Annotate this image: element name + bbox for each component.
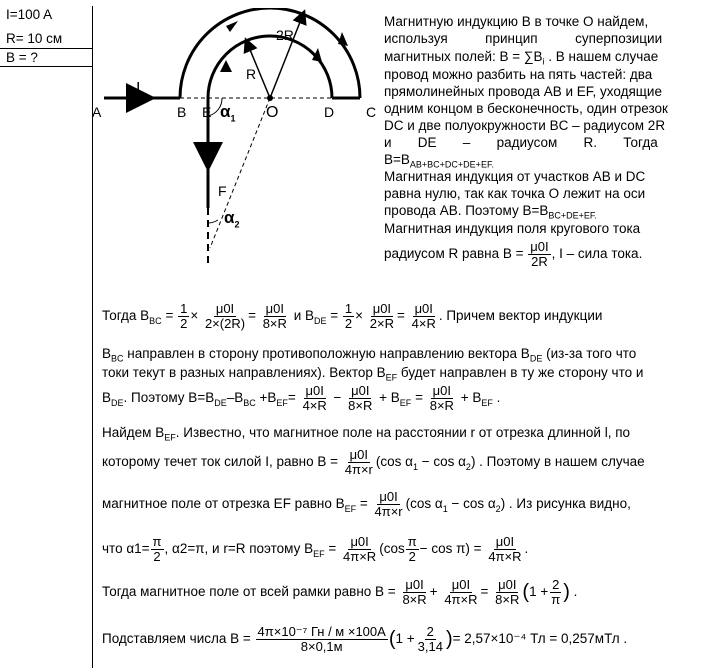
main-line-4: $B_{DE}$. Поэтому $B=B_{DE}-B_{BC} +B_{EF}=$ $\frac{\mu 0I}{4\times R}$ − $\frac{\mu 0I}{8\times R}$ + $B_{EF}$ = $\frac{\mu 0I}{8\times R}$ + $B_{EF}$ .	[102, 383, 501, 413]
label-c: C	[366, 104, 377, 120]
text-right-p2-l3: провода AB. Поэтому $B=B_{BC+DE+EF.}$	[384, 203, 597, 221]
given-current: I=100 A	[6, 7, 53, 22]
label-alpha1: $\alpha_1$	[220, 102, 236, 124]
text-right-l6: одним концом в бесконечность, один отрезок	[384, 101, 668, 116]
given-radius: R= 10 см	[6, 31, 63, 46]
label-i-side: I	[198, 142, 203, 159]
main-line-10: Подставляем числа B = $\frac{\text{4π×10⁻⁷ Гн / м ×100A}}{8\times 0,1м}$ (1 + $\frac{2}{3,14}$ )= 2,57×10⁻⁴ Тл = 0,257мТл .	[102, 624, 628, 654]
text-right-l2: используя принцип суперпозиции	[384, 31, 663, 46]
label-r: R	[246, 66, 257, 82]
divider-given	[0, 48, 92, 49]
text-right-p2-l1: Магнитная индукция от участков AB и DC	[384, 169, 646, 184]
label-alpha2: $\alpha_2$	[224, 208, 240, 230]
text-right-l3: магнитных полей: $B = \sum B_i$ . В нашем случае	[384, 49, 659, 67]
label-i-top: I	[136, 80, 141, 97]
find-b: B = ?	[6, 50, 38, 65]
text-right-p3-l2: радиусом R равна B = $\frac{\mu 0I}{2R}$ , I – сила тока.	[384, 239, 643, 269]
text-right-l9: $B=B_{AB+BC+DC+DE+EF.}$	[384, 152, 494, 170]
label-a: A	[92, 104, 102, 120]
main-line-9: Тогда магнитное поле от всей рамки равно B = $\frac{\mu 0I}{8\times R}$ + $\frac{\mu 0I}{4\pi\times R}$ = $\frac{\mu 0I}{8\times R}$ (1 + $\frac{2}{\pi}$ ) .	[102, 577, 578, 607]
label-f: F	[218, 183, 227, 199]
main-line-6: которому течет ток силой I, равно B = $\frac{\mu 0I}{4\pi\times r}$ (cos $\alpha_1 - \cos \alpha_2$) . Поэтому в нашем случае	[102, 447, 645, 477]
arc-outer-arrow-left	[226, 21, 238, 32]
label-e: E	[202, 104, 212, 120]
main-line-1: Тогда $B_{BC}$ = $\frac{1}{2}$ × $\frac{\mu 0I}{2\times(2R)}$ = $\frac{\mu 0I}{8\times R}$ и $B_{DE}$ = $\frac{1}{2}$ × $\frac{\mu 0I}{2\times R}$ = $\frac{\mu 0I}{4\times R}$ . Причем вектор индукции	[102, 301, 603, 331]
main-line-2: $B_{BC}$ направлен в сторону противоположную направлению вектора $B_{DE}$ (из-за того что	[102, 346, 637, 364]
main-line-7: магнитное поле от отрезка EF равно $B_{EF}$ = $\frac{\mu 0I}{4\pi\times r}$ (cos $\alpha_1 - \cos \alpha_2$) . Из рисунка видно,	[102, 489, 631, 519]
label-d: D	[324, 104, 335, 120]
radius-2r	[270, 12, 304, 98]
text-right-l5: прямолинейных провода AB и EF, уходящие	[384, 84, 662, 99]
outer-semicircle-bc	[180, 8, 360, 98]
text-right-l1: Магнитную индукцию B в точке O найдем,	[384, 14, 649, 29]
main-line-3: токи текут в разных направлениях). Вектор $B_{EF}$ будет направлен в ту же сторону что и	[102, 365, 644, 383]
label-o: O	[266, 104, 279, 121]
label-2r: 2R	[276, 27, 294, 43]
label-b: B	[177, 104, 187, 120]
text-right-l7: DC и две полуокружности BC – радиусом 2R	[384, 118, 666, 133]
main-line-5: Найдем $B_{EF}$. Известно, что магнитное поле на расстоянии r от отрезка длинной l, по	[102, 425, 631, 443]
circuit-figure	[90, 8, 390, 270]
text-right-l8: и DE – радиусом R. Тогда	[384, 135, 658, 150]
arc-inner-arrow-left	[220, 60, 232, 72]
text-right-p2-l2: равна нулю, так как точка O лежит на оси	[384, 186, 646, 201]
line-o-to-f	[210, 98, 270, 248]
angle-alpha2-arc	[208, 220, 218, 223]
divider-find	[0, 66, 92, 67]
text-right-l4: провод можно разбить на пять частей: два	[384, 67, 653, 82]
text-right-p3-l1: Магнитная индукция поля кругового тока	[384, 221, 641, 236]
main-line-8: что α1= $\frac{\pi}{2}$ , α2=π, и r=R поэтому $B_{EF}$ = $\frac{\mu 0I}{4\pi\times R}$ (cos $\frac{\pi}{2}$ − cos π) = $\frac{\mu 0I}{4\pi\times R}$ .	[102, 534, 529, 564]
